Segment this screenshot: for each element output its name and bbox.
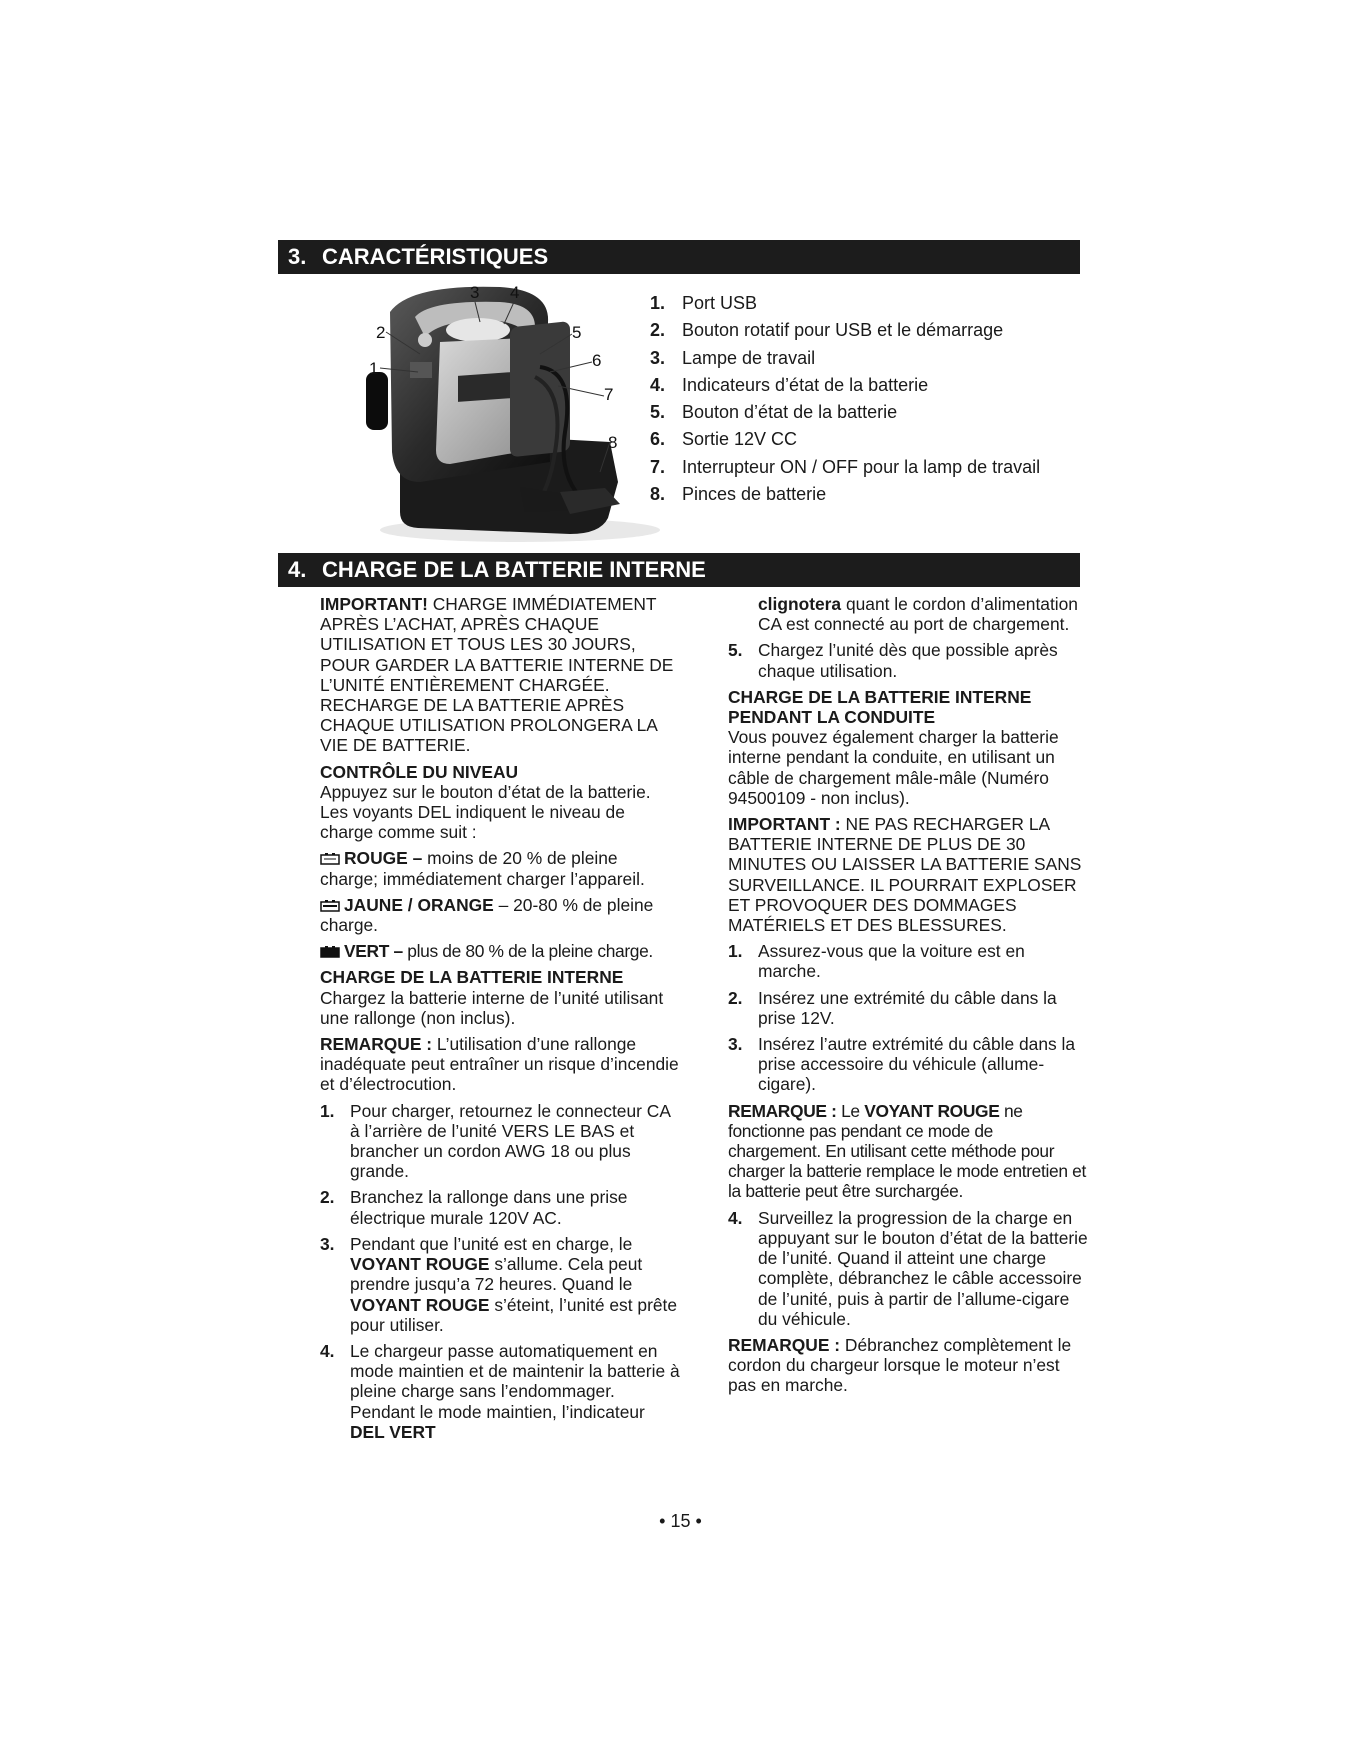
callout-8: 8	[608, 433, 618, 452]
feature-item: 6. Sortie 12V CC	[650, 429, 798, 450]
section-number: 3.	[288, 244, 307, 269]
right-column	[728, 594, 1088, 1402]
feature-item: 4. Indicateurs d’état de la batterie	[650, 374, 929, 395]
green-level: VERT – plus de 80 % de la pleine charge.	[320, 941, 680, 961]
callout-4: 4	[510, 283, 520, 302]
section-4-header	[278, 553, 1080, 587]
charge-heading: CHARGE DE LA BATTERIE INTERNE	[320, 967, 624, 988]
note-disconnect: REMARQUE : Débranchez complètement le cordon du chargeur lorsque le moteur n’est pas en marche.	[728, 1334, 1072, 1396]
red-level: ROUGE – moins de 20 % de pleine charge; immédiatement charger l’appareil.	[320, 848, 645, 889]
feature-item: 7. Interrupteur ON / OFF pour la lamp de travail	[650, 456, 1041, 477]
section-3-header	[278, 240, 1080, 274]
note-red-light: REMARQUE : Le VOYANT ROUGE ne fonctionne pas pendant ce mode de chargement. En utilisant cette méthode pour charger la batterie remplace le mode entretien et la batterie peut être surchargée.	[728, 1100, 1086, 1202]
callout-3: 3	[470, 283, 480, 302]
driving-heading: CHARGE DE LA BATTERIE INTERNE PENDANT LA CONDUITE	[728, 686, 1032, 728]
feature-item: 2. Bouton rotatif pour USB et le démarrage	[650, 320, 1004, 341]
step-3: 3. Pendant que l’unité est en charge, le VOYANT ROUGE s’allume. Cela peut prendre jusqu’a 72 heures. Quand le VOYANT ROUGE s’éteint, l’unité est prête pour utiliser.	[320, 1233, 678, 1335]
drive-step-4: 4. Surveillez la progression de la charge en appuyant sur le bouton d’état de la batterie de l’unité. Quand il atteint une charge complète, débranchez le câble accessoire de l’unité, puis à partir de l’allume-cigare du véhicule.	[728, 1207, 1088, 1329]
callout-7: 7	[604, 385, 614, 404]
step-4-continued: clignotera quant le cordon d’alimentation CA est connecté au port de chargement.	[758, 594, 1078, 635]
driving-text: Vous pouvez également charger la batterie interne pendant la conduite, en utilisant un câble de chargement mâle-mâle (Numéro 94500109 - non inclus).	[728, 727, 1059, 808]
section-number: 4.	[288, 557, 307, 582]
warning-notice: IMPORTANT : NE PAS RECHARGER LA BATTERIE INTERNE DE PLUS DE 30 MINUTES OU LAISSER LA BATTERIE SANS SURVEILLANCE. IL POURRAIT EXPLOSER ET PROVOQUER DES DOMMAGES MATÉRIELS ET DES BLESSURES.	[728, 814, 1082, 936]
battery-half-icon	[320, 900, 340, 912]
section-title: CHARGE DE LA BATTERIE INTERNE	[322, 557, 706, 582]
callout-5: 5	[572, 323, 582, 342]
drive-step-3: 3. Insérez l’autre extrémité du câble dans la prise accessoire du véhicule (allume-cigare).	[728, 1034, 1076, 1095]
callout-1: 1	[369, 359, 379, 378]
note-extension-cord: REMARQUE : L’utilisation d’une rallonge inadéquate peut entraîner un risque d’incendie et d’électrocution.	[320, 1034, 679, 1095]
drive-step-2: 2. Insérez une extrémité du câble dans la prise 12V.	[728, 987, 1057, 1028]
battery-full-icon	[320, 946, 340, 958]
section-title: CARACTÉRISTIQUES	[322, 244, 549, 269]
drive-step-1: 1. Assurez-vous que la voiture est en marche.	[728, 941, 1025, 982]
level-text: Appuyez sur le bouton d’état de la batterie. Les voyants DEL indiquent le niveau de charge comme suit :	[320, 781, 651, 843]
level-heading: CONTRÔLE DU NIVEAU	[320, 761, 519, 782]
feature-item: 8. Pinces de batterie	[650, 484, 827, 505]
yellow-level: JAUNE / ORANGE – 20-80 % de pleine charge.	[320, 894, 654, 936]
feature-item: 1. Port USB	[650, 293, 758, 313]
step-4: 4. Le chargeur passe automatiquement en mode maintien et de maintenir la batterie à pleine charge sans l’endommager. Pendant le mode maintien, l’indicateur DEL VERT	[320, 1340, 680, 1442]
left-column	[320, 594, 680, 1448]
battery-empty-icon	[320, 853, 340, 865]
features-list	[650, 290, 1080, 508]
page-number: • 15 •	[659, 1511, 702, 1531]
feature-item: 5. Bouton d’état de la batterie	[650, 402, 898, 423]
callout-2: 2	[376, 323, 386, 342]
important-notice: IMPORTANT! CHARGE IMMÉDIATEMENT APRÈS L’ACHAT, APRÈS CHAQUE UTILISATION ET TOUS LES 30 JOURS, POUR GARDER LA BATTERIE INTERNE DE L’UNITÉ ENTIÈREMENT CHARGÉE. RECHARGE DE LA BATTERIE APRÈS CHAQUE UTILISATION PROLONGERA LA VIE DE BATTERIE.	[320, 594, 674, 756]
charge-text: Chargez la batterie interne de l’unité utilisant une rallonge (non inclus).	[320, 987, 664, 1028]
step-5: 5. Chargez l’unité dès que possible après chaque utilisation.	[728, 640, 1058, 681]
jump-starter-illustration	[370, 282, 660, 544]
callout-6: 6	[592, 351, 602, 370]
step-2: 2. Branchez la rallonge dans une prise électrique murale 120V AC.	[320, 1187, 628, 1228]
feature-item: 3. Lampe de travail	[650, 347, 816, 368]
step-1: 1. Pour charger, retournez le connecteur CA à l’arrière de l’unité VERS LE BAS et brancher un cordon AWG 18 ou plus grande.	[320, 1100, 670, 1182]
